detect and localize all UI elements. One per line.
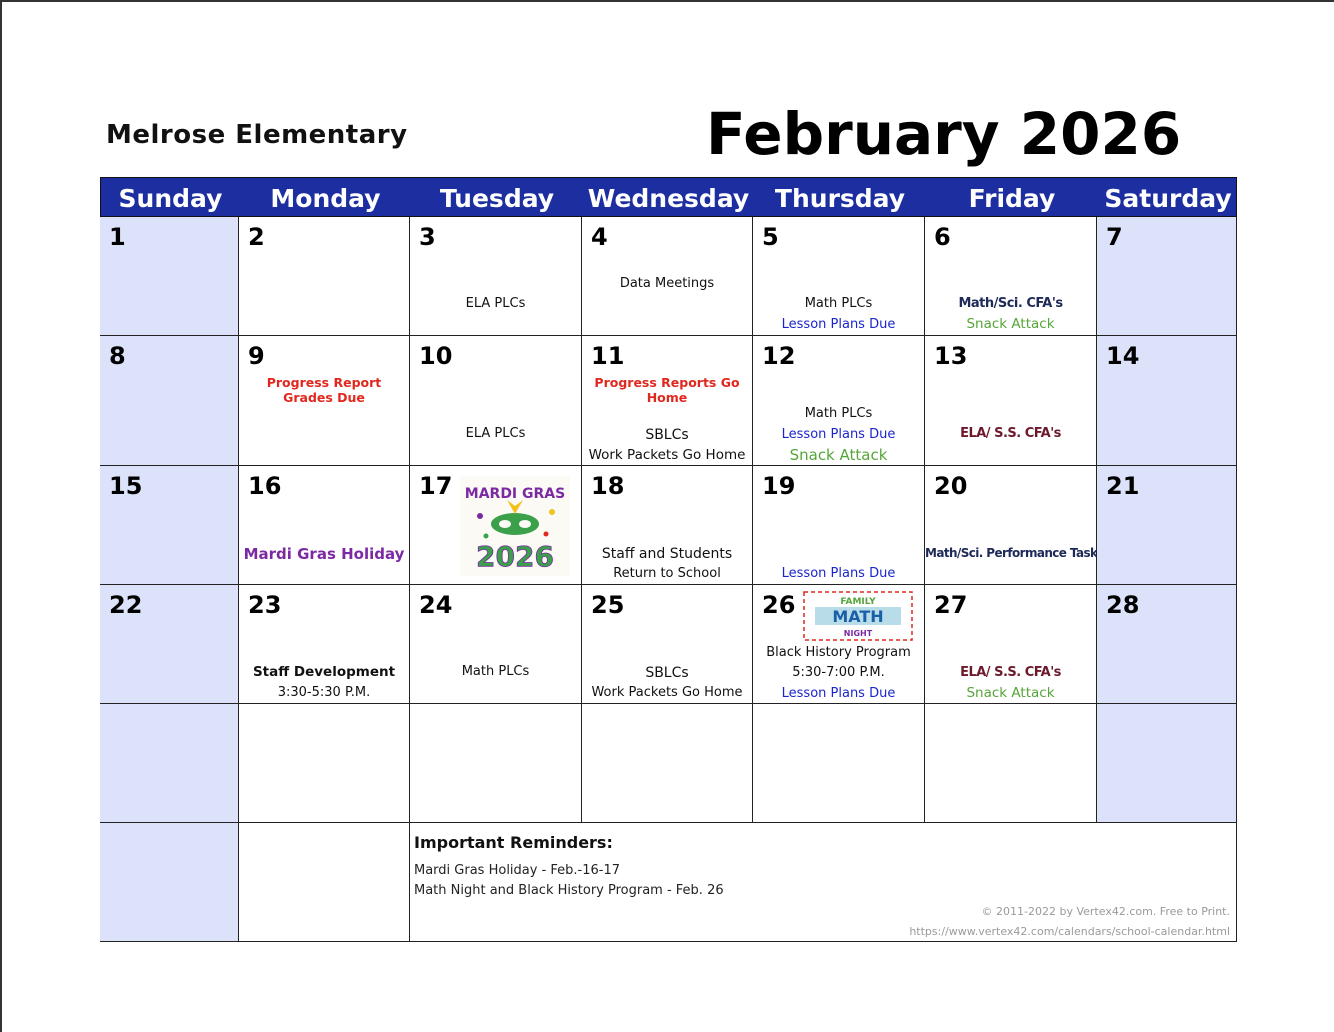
event-text: Lesson Plans Due xyxy=(781,566,896,581)
source-url[interactable]: https://www.vertex42.com/calendars/school-calendar.html xyxy=(909,925,1230,938)
day-number: 18 xyxy=(591,472,625,500)
day-cell[interactable] xyxy=(239,466,410,585)
empty-day-cell xyxy=(925,704,1097,823)
reminders-box xyxy=(410,823,1237,942)
event-text: 3:30-5:30 P.M. xyxy=(277,685,371,700)
family-text: FAMILY xyxy=(840,597,876,607)
header-monday: Monday xyxy=(270,184,381,213)
event-text: ELA PLCs xyxy=(465,296,526,311)
day-number: 23 xyxy=(248,591,282,619)
event-text: ELA/ S.S. CFA's xyxy=(960,426,1061,441)
day-cell[interactable] xyxy=(1097,336,1237,466)
day-number: 16 xyxy=(248,472,282,500)
window-border-left xyxy=(0,0,2,1032)
day-cell[interactable] xyxy=(753,585,925,704)
event-text: Staff Development xyxy=(252,664,396,680)
day-number: 19 xyxy=(762,472,796,500)
day-cell[interactable] xyxy=(100,585,239,704)
event-text: Snack Attack xyxy=(789,446,888,464)
empty-day-cell xyxy=(100,704,239,823)
event-text: Progress Report Grades Due xyxy=(266,375,382,405)
event-text: Progress Reports Go Home xyxy=(594,375,740,405)
day-cell[interactable] xyxy=(925,585,1097,704)
mardi-gras-mask-icon xyxy=(460,476,570,576)
event-text: Lesson Plans Due xyxy=(781,427,896,442)
header-saturday: Saturday xyxy=(1104,184,1232,213)
day-number: 10 xyxy=(419,342,453,370)
day-number: 17 xyxy=(419,472,453,500)
reminders-title: Important Reminders: xyxy=(414,833,613,852)
event-text: Lesson Plans Due xyxy=(781,317,896,332)
day-cell[interactable] xyxy=(239,217,410,336)
header-wednesday: Wednesday xyxy=(587,184,750,213)
family-math-night-image xyxy=(803,591,913,641)
day-number: 15 xyxy=(109,472,143,500)
day-cell[interactable] xyxy=(753,217,925,336)
day-number: 25 xyxy=(591,591,625,619)
day-cell[interactable] xyxy=(100,336,239,466)
event-text: SBLCs xyxy=(645,427,689,443)
day-number: 28 xyxy=(1106,591,1140,619)
empty-day-cell xyxy=(410,704,582,823)
event-text: Snack Attack xyxy=(966,316,1055,332)
day-cell[interactable] xyxy=(410,466,582,585)
day-number: 24 xyxy=(419,591,453,619)
day-cell[interactable] xyxy=(410,217,582,336)
event-text: Black History Program xyxy=(766,645,911,660)
family-math-night-icon xyxy=(803,591,913,641)
day-number: 12 xyxy=(762,342,796,370)
day-number: 13 xyxy=(934,342,968,370)
event-text: Math/Sci. CFA's xyxy=(958,296,1063,311)
mardi-gras-banner-text: MARDI GRAS xyxy=(464,486,566,502)
day-number: 22 xyxy=(109,591,143,619)
math-text: MATH xyxy=(832,607,884,626)
empty-day-cell xyxy=(582,704,753,823)
mardi-gras-image xyxy=(460,476,570,576)
event-text: Work Packets Go Home xyxy=(588,447,746,463)
event-text: Math PLCs xyxy=(804,296,873,311)
day-number: 5 xyxy=(762,223,779,251)
day-cell[interactable] xyxy=(925,336,1097,466)
day-cell[interactable] xyxy=(582,466,753,585)
day-number: 6 xyxy=(934,223,951,251)
reminder-line: Math Night and Black History Program - Feb. 26 xyxy=(414,883,724,898)
event-text: Math PLCs xyxy=(804,406,873,421)
day-cell[interactable] xyxy=(582,585,753,704)
day-number: 3 xyxy=(419,223,436,251)
event-text: ELA/ S.S. CFA's xyxy=(960,665,1061,680)
day-number: 9 xyxy=(248,342,265,370)
event-text: Work Packets Go Home xyxy=(591,685,743,700)
header-sunday: Sunday xyxy=(118,184,223,213)
day-number: 1 xyxy=(109,223,126,251)
day-cell[interactable] xyxy=(410,336,582,466)
day-cell[interactable] xyxy=(582,336,753,466)
empty-day-cell xyxy=(753,704,925,823)
day-cell[interactable] xyxy=(753,466,925,585)
night-text: NIGHT xyxy=(843,629,873,638)
day-number: 4 xyxy=(591,223,608,251)
school-name: Melrose Elementary xyxy=(106,120,408,150)
empty-day-cell xyxy=(100,823,239,942)
day-number: 7 xyxy=(1106,223,1123,251)
header-tuesday: Tuesday xyxy=(439,184,555,213)
day-cell[interactable] xyxy=(925,217,1097,336)
event-text: Math PLCs xyxy=(461,664,530,679)
day-cell[interactable] xyxy=(1097,585,1237,704)
day-number: 26 xyxy=(762,591,796,619)
event-text: SBLCs xyxy=(645,665,689,681)
event-text: Data Meetings xyxy=(619,276,715,291)
header-friday: Friday xyxy=(968,184,1056,213)
day-cell[interactable] xyxy=(100,217,239,336)
day-cell[interactable] xyxy=(582,217,753,336)
day-cell[interactable] xyxy=(1097,466,1237,585)
window-border-top xyxy=(0,0,1334,2)
event-text: Lesson Plans Due xyxy=(781,686,896,701)
empty-day-cell xyxy=(1097,704,1237,823)
mardi-gras-year-text: 2026 xyxy=(476,540,554,573)
month-title: February 2026 xyxy=(706,100,1182,168)
event-text: Staff and Students xyxy=(601,546,733,562)
empty-day-cell xyxy=(239,704,410,823)
day-cell[interactable] xyxy=(100,466,239,585)
event-text: ELA PLCs xyxy=(465,426,526,441)
day-header-row xyxy=(100,177,1237,217)
day-cell[interactable] xyxy=(410,585,582,704)
reminder-line: Mardi Gras Holiday - Feb.-16-17 xyxy=(414,863,621,878)
event-text: Return to School xyxy=(613,566,721,581)
copyright-text: © 2011-2022 by Vertex42.com. Free to Print. xyxy=(981,905,1230,918)
day-cell[interactable] xyxy=(1097,217,1237,336)
day-number: 14 xyxy=(1106,342,1140,370)
event-text: Math/Sci. Performance Task xyxy=(925,546,1098,560)
day-cell[interactable] xyxy=(239,336,410,466)
event-text: Snack Attack xyxy=(966,685,1055,701)
day-number: 2 xyxy=(248,223,265,251)
day-cell[interactable] xyxy=(753,336,925,466)
day-number: 21 xyxy=(1106,472,1140,500)
day-cell[interactable] xyxy=(239,585,410,704)
empty-day-cell xyxy=(239,823,410,942)
day-cell[interactable] xyxy=(925,466,1097,585)
header-thursday: Thursday xyxy=(774,184,906,213)
event-text: Mardi Gras Holiday xyxy=(243,545,405,563)
day-number: 8 xyxy=(109,342,126,370)
day-number: 27 xyxy=(934,591,968,619)
calendar-grid xyxy=(100,177,1237,942)
event-text: 5:30-7:00 P.M. xyxy=(792,665,885,680)
day-number: 20 xyxy=(934,472,968,500)
day-number: 11 xyxy=(591,342,625,370)
